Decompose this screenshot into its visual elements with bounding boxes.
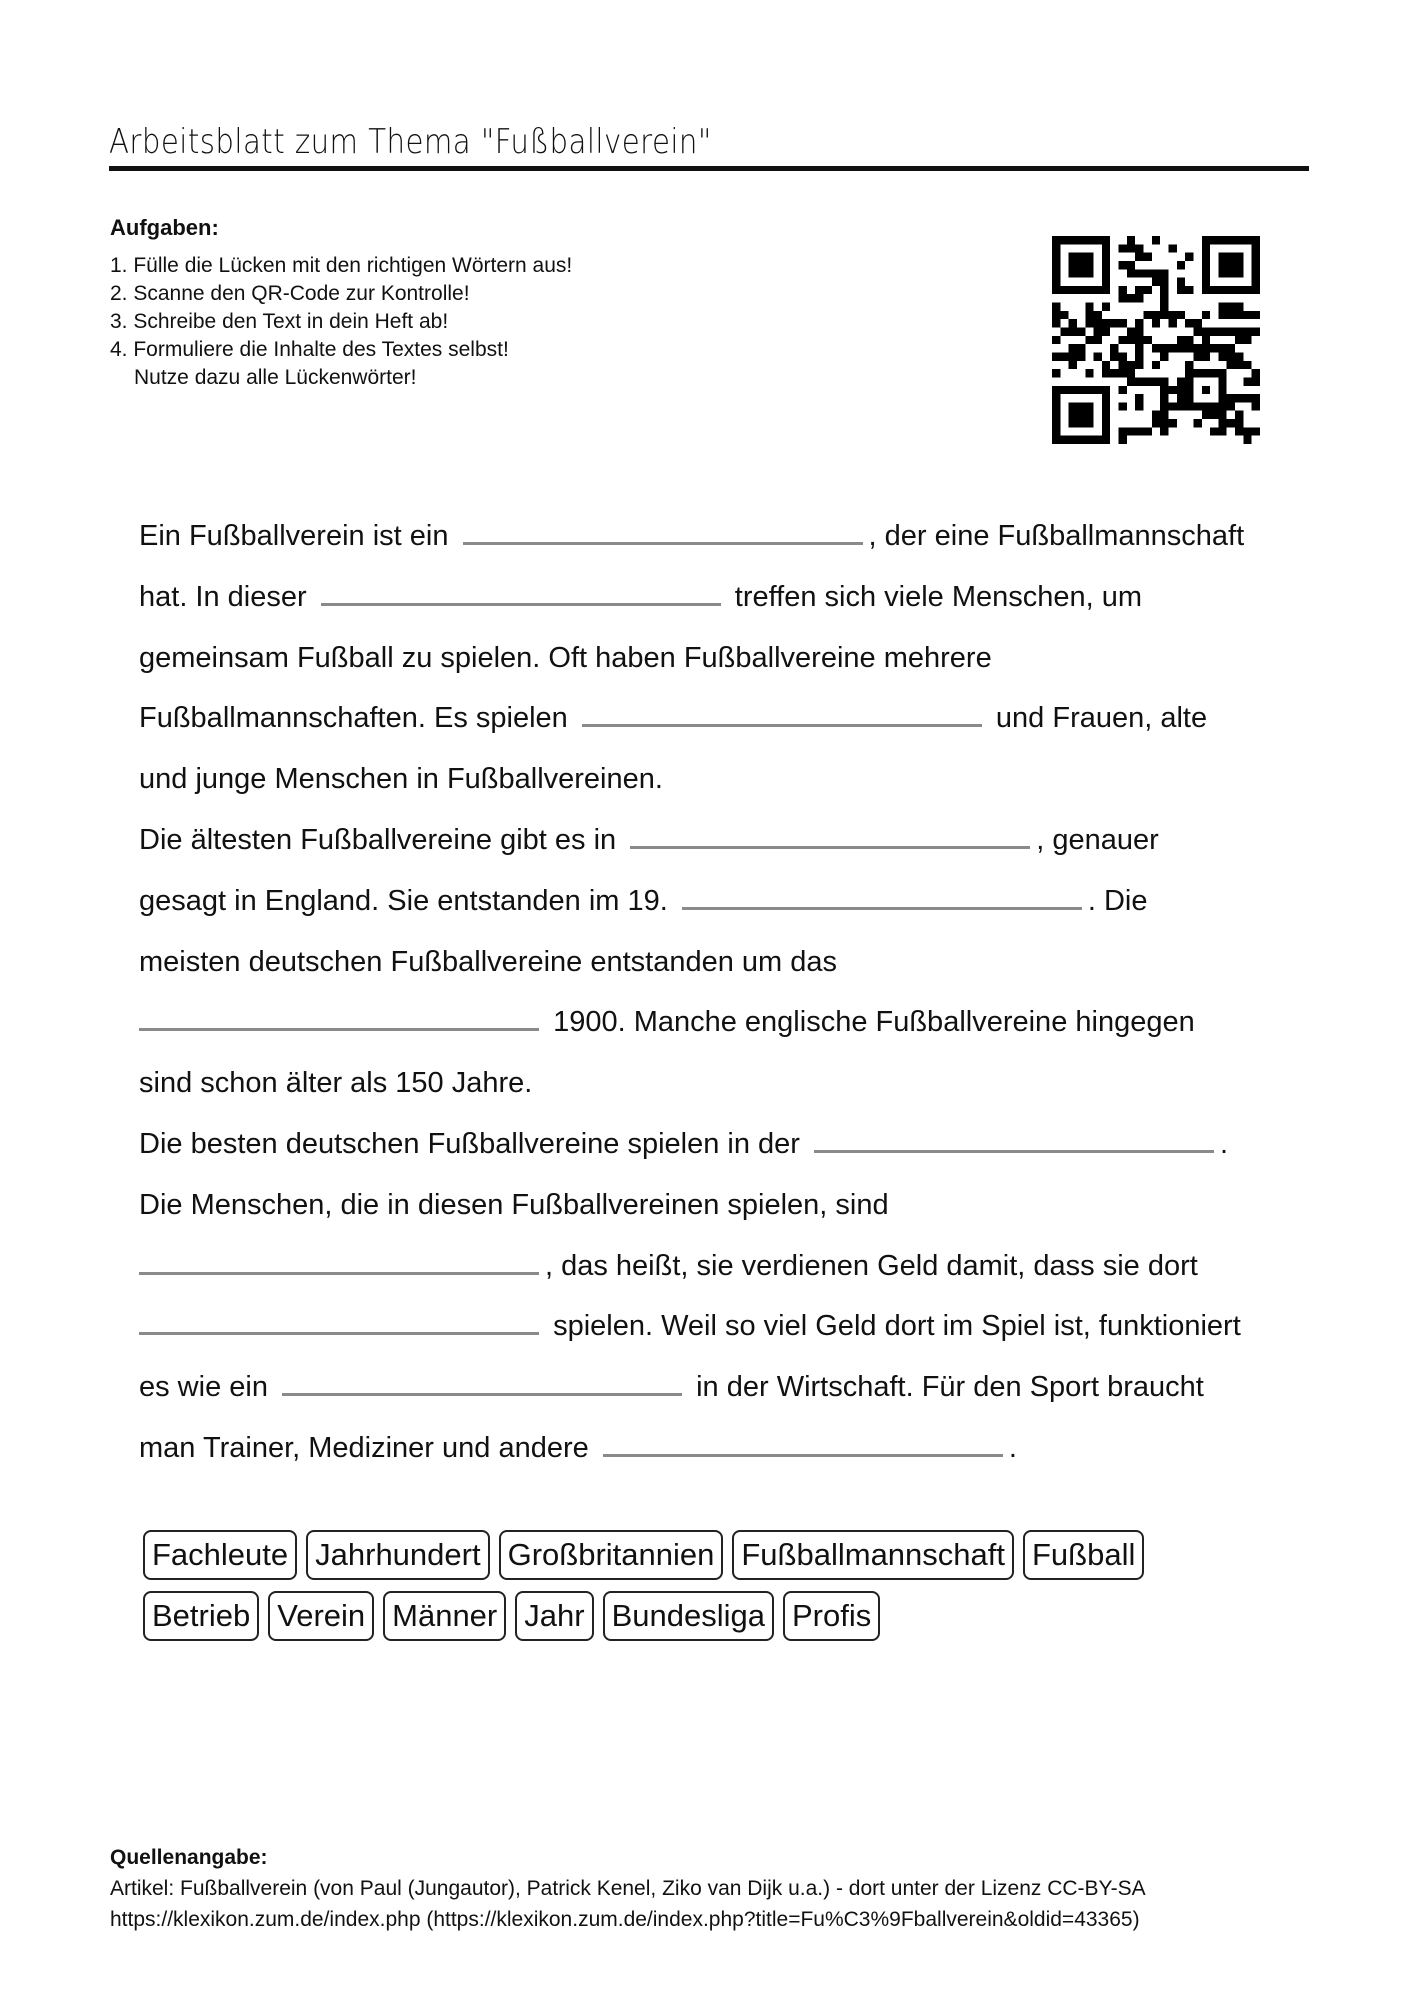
gap-11[interactable] bbox=[603, 1428, 1003, 1457]
gap-1[interactable] bbox=[463, 516, 863, 545]
source-heading: Quellenangabe: bbox=[110, 1846, 268, 1869]
word-chip[interactable]: Fachleute bbox=[143, 1530, 297, 1580]
text-segment: . Die bbox=[1087, 884, 1148, 917]
cloze-line-5 bbox=[139, 749, 1289, 810]
text-segment: . bbox=[1220, 1127, 1229, 1160]
text-segment: , der eine Fußballmannschaft bbox=[868, 520, 1245, 552]
cloze-line-2 bbox=[139, 567, 1289, 628]
task-item: 1. Fülle die Lücken mit den richtigen Wörtern aus! bbox=[110, 254, 573, 277]
qr-code-icon[interactable] bbox=[1052, 236, 1260, 444]
gap-3[interactable] bbox=[582, 698, 982, 727]
word-chip[interactable]: Verein bbox=[268, 1591, 374, 1641]
task-item: 3. Schreibe den Text in dein Heft ab! bbox=[110, 310, 449, 333]
word-chip[interactable]: Jahr bbox=[515, 1591, 593, 1641]
text-segment: treffen sich viele Menschen, um bbox=[734, 580, 1143, 613]
title-rule bbox=[109, 166, 1309, 171]
word-chip[interactable]: Fußballmannschaft bbox=[732, 1530, 1014, 1580]
source-section bbox=[110, 1842, 1146, 1935]
cloze-line-10 bbox=[139, 1053, 1289, 1114]
text-segment: man Trainer, Mediziner und andere bbox=[139, 1431, 589, 1464]
word-bank bbox=[143, 1530, 1293, 1652]
source-article: Artikel: Fußballverein (von Paul (Jungautor), Patrick Kenel, Ziko van Dijk u.a.) - dort unter der Lizenz CC-BY-SA bbox=[110, 1877, 1146, 1900]
cloze-line-3 bbox=[139, 628, 1289, 689]
task-item: 4. Formuliere die Inhalte des Textes selbst! bbox=[110, 338, 509, 361]
cloze-line-1 bbox=[139, 506, 1289, 567]
task-item: 2. Scanne den QR-Code zur Kontrolle! bbox=[110, 282, 470, 305]
gap-9[interactable] bbox=[139, 1306, 539, 1335]
text-segment: hat. In dieser bbox=[139, 580, 307, 613]
gap-2[interactable] bbox=[321, 577, 721, 606]
text-segment: 1900. Manche englische Fußballvereine hingegen bbox=[553, 1006, 1195, 1039]
text-segment: Die Menschen, die in diesen Fußballvereinen spielen, sind bbox=[139, 1188, 889, 1221]
word-chip[interactable]: Großbritannien bbox=[499, 1530, 724, 1580]
source-link[interactable]: https://klexikon.zum.de/index.php (https://klexikon.zum.de/index.php?title=Fu%C3%9Fballverein&oldid=43365) bbox=[110, 1908, 1140, 1931]
text-segment: meisten deutschen Fußballvereine entstanden um das bbox=[139, 945, 838, 978]
text-segment: es wie ein bbox=[139, 1371, 268, 1404]
cloze-line-8 bbox=[139, 932, 1289, 993]
cloze-line-12 bbox=[139, 1175, 1289, 1236]
text-segment: , das heißt, sie verdienen Geld damit, dass sie dort bbox=[545, 1249, 1198, 1282]
text-segment: gemeinsam Fußball zu spielen. Oft haben Fußballvereine mehrere bbox=[139, 641, 992, 674]
text-segment: sind schon älter als 150 Jahre. bbox=[139, 1067, 533, 1100]
text-segment: Ein Fußballverein ist ein bbox=[139, 520, 449, 552]
cloze-line-4 bbox=[139, 688, 1289, 749]
text-segment: und Frauen, alte bbox=[995, 702, 1208, 735]
text-segment: . bbox=[1008, 1431, 1017, 1464]
cloze-line-7 bbox=[139, 871, 1289, 932]
cloze-line-15 bbox=[139, 1357, 1289, 1418]
cloze-line-6 bbox=[139, 810, 1289, 871]
word-chip[interactable]: Betrieb bbox=[143, 1591, 259, 1641]
gap-7[interactable] bbox=[814, 1124, 1214, 1153]
text-segment: Die ältesten Fußballvereine gibt es in bbox=[139, 823, 617, 856]
text-segment: gesagt in England. Sie entstanden im 19. bbox=[139, 884, 668, 917]
cloze-text bbox=[139, 506, 1289, 1479]
page-title: Arbeitsblatt zum Thema "Fußballverein" bbox=[109, 122, 712, 162]
gap-4[interactable] bbox=[630, 820, 1030, 849]
word-bank-row bbox=[143, 1530, 1293, 1580]
text-segment: in der Wirtschaft. Für den Sport braucht bbox=[696, 1371, 1204, 1404]
text-segment: spielen. Weil so viel Geld dort im Spiel ist, funktioniert bbox=[553, 1310, 1241, 1343]
gap-8[interactable] bbox=[139, 1246, 539, 1275]
word-chip[interactable]: Bundesliga bbox=[603, 1591, 774, 1641]
word-chip[interactable]: Jahrhundert bbox=[306, 1530, 489, 1580]
text-segment: Die besten deutschen Fußballvereine spielen in der bbox=[139, 1127, 800, 1160]
word-chip[interactable]: Fußball bbox=[1023, 1530, 1144, 1580]
word-chip[interactable]: Profis bbox=[783, 1591, 880, 1641]
text-segment: , genauer bbox=[1036, 823, 1159, 856]
tasks-heading: Aufgaben: bbox=[110, 215, 219, 240]
gap-10[interactable] bbox=[282, 1367, 682, 1396]
word-chip[interactable]: Männer bbox=[383, 1591, 506, 1641]
cloze-line-13 bbox=[139, 1236, 1289, 1297]
gap-6[interactable] bbox=[139, 1002, 539, 1031]
word-bank-row bbox=[143, 1591, 1293, 1641]
tasks-list bbox=[110, 252, 572, 392]
task-item: Nutze dazu alle Lückenwörter! bbox=[134, 366, 417, 389]
cloze-line-16 bbox=[139, 1418, 1289, 1479]
cloze-line-14 bbox=[139, 1296, 1289, 1357]
cloze-line-9 bbox=[139, 992, 1289, 1053]
text-segment: und junge Menschen in Fußballvereinen. bbox=[139, 763, 663, 796]
text-segment: Fußballmannschaften. Es spielen bbox=[139, 702, 568, 735]
cloze-line-11 bbox=[139, 1114, 1289, 1175]
gap-5[interactable] bbox=[682, 881, 1082, 910]
